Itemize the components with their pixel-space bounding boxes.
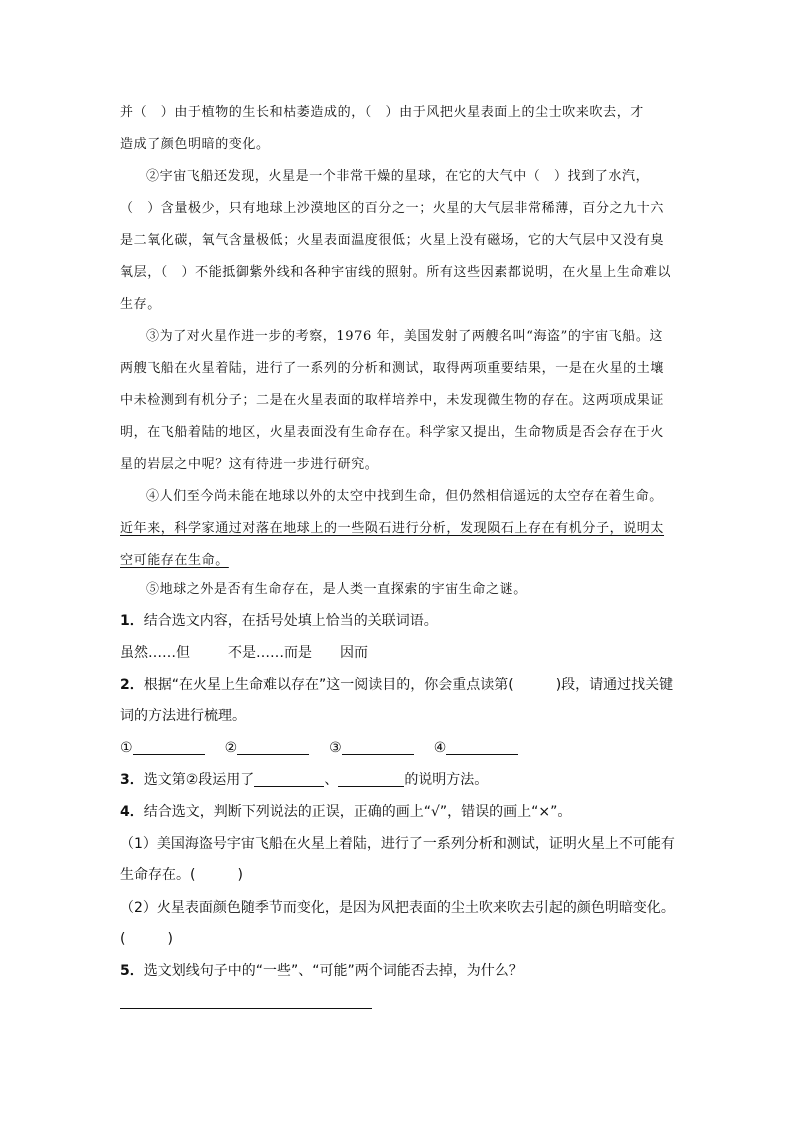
passage-paragraph-5: ⑤地球之外是否有生命存在，是人类一直探索的宇宙生命之谜。 <box>146 582 527 597</box>
answer-blank-method-2[interactable] <box>338 770 404 787</box>
answer-blank-3[interactable] <box>342 738 414 755</box>
answer-blank-1[interactable] <box>133 738 205 755</box>
question-5 <box>120 956 680 987</box>
passage-line: 并（ ）由于植物的生长和枯萎造成的，（ ）由于风把火星表面上的尘士吹来吹去，才 <box>120 105 644 120</box>
question-3 <box>120 765 680 796</box>
answer-blank-method-1[interactable] <box>254 770 324 787</box>
question-1-options <box>120 638 680 669</box>
passage-line: 造成了颜色明暗的变化。 <box>120 137 270 152</box>
question-text: 选文第②段运用了 <box>143 772 255 788</box>
statement-text: （1）美国海盗号宇宙飞船在火星上着陆，进行了一系列分析和测试，证明火星上不可能有 <box>120 836 675 852</box>
statement-text[interactable]: ( ) <box>120 931 173 947</box>
marker: ④ <box>433 740 447 756</box>
question-text: 结合选文，判断下列说法的正误，正确的画上“√”，错误的画上“×”。 <box>143 804 572 820</box>
separator: 、 <box>324 772 339 788</box>
question-text: 词的方法进行梳理。 <box>120 708 246 724</box>
passage-paragraph-1-end <box>120 97 672 161</box>
marker: ① <box>120 740 133 756</box>
question-1 <box>120 606 680 637</box>
marker: ② <box>224 740 238 756</box>
option-1: 虽然……但 <box>120 645 190 661</box>
question-text: 结合选文内容，在括号处填上恰当的关联词语。 <box>143 613 438 629</box>
passage-paragraph-4 <box>120 481 672 577</box>
question-4-item-2 <box>120 893 680 955</box>
question-text: 选文划线句子中的“一些”、“可能”两个词能否去掉，为什么？ <box>143 963 523 979</box>
question-text: 的说明方法。 <box>404 772 489 788</box>
answer-blank-4[interactable] <box>446 738 518 755</box>
option-3: 因而 <box>340 645 368 661</box>
question-number: 3． <box>120 772 144 788</box>
question-4 <box>120 797 680 828</box>
answer-line[interactable] <box>120 1008 372 1009</box>
question-number: 2． <box>120 677 144 693</box>
question-number: 1． <box>120 613 144 629</box>
statement-text: （2）火星表面颜色随季节而变化，是因为风把表面的尘土吹来吹去引起的颜色明暗变化。 <box>120 900 675 916</box>
question-text: 根据“在火星上生命难以存在”这一阅读目的，你会重点读第( )段，请通过找关键 <box>143 677 674 693</box>
question-2-blanks <box>120 733 680 764</box>
passage-paragraph-3: ③为了对火星作进一步的考察，1976 年，美国发射了两艘名叫“海盗”的宇宙飞船。这两艘飞船在火星着陆，进行了一系列的分析和测试，取得两项重要结果，一是在火星的土壤中未检测到有机分子；二是在火星表面的取样培养中，未发现微生物的存在。这两项成果证明，在飞船着陆的地区，火星表面没有生命存在。科学家又提出，生命物质是否会存在于火星的岩层之中呢？这有待进一步进行研究。 <box>120 329 665 472</box>
question-number: 5． <box>120 963 144 979</box>
question-number: 4． <box>120 804 144 820</box>
passage-paragraph-2: ②宇宙飞船还发现，火星是一个非常干燥的星球，在它的大气中（ ）找到了水汽，（ ）含量极少，只有地球上沙漠地区的百分之一；火星的大气层非常稀薄，百分之九十六是二氧化碳，氧气含量极低；火星表面温度很低；火星上没有磁场，它的大气层中又没有臭氧层，（ ）不能抵御紫外线和各种宇宙线的照射。所有这些因素都说明，在火星上生命难以生存。 <box>120 169 672 312</box>
marker: ③ <box>329 740 342 756</box>
underlined-sentence: 近年来，科学家通过对落在地球上的一些陨石进行分析，发现陨石上存在有机分子，说明太空可能存在生命。 <box>120 521 665 568</box>
passage-sentence: ④人们至今尚未能在地球以外的太空中找到生命，但仍然相信遥远的太空存在着生命。 <box>146 489 663 504</box>
question-4-item-1 <box>120 829 680 891</box>
option-2: 不是……而是 <box>228 645 312 661</box>
answer-blank-2[interactable] <box>237 738 309 755</box>
question-2 <box>120 670 680 732</box>
statement-text[interactable]: 生命存在。( ) <box>120 867 243 883</box>
